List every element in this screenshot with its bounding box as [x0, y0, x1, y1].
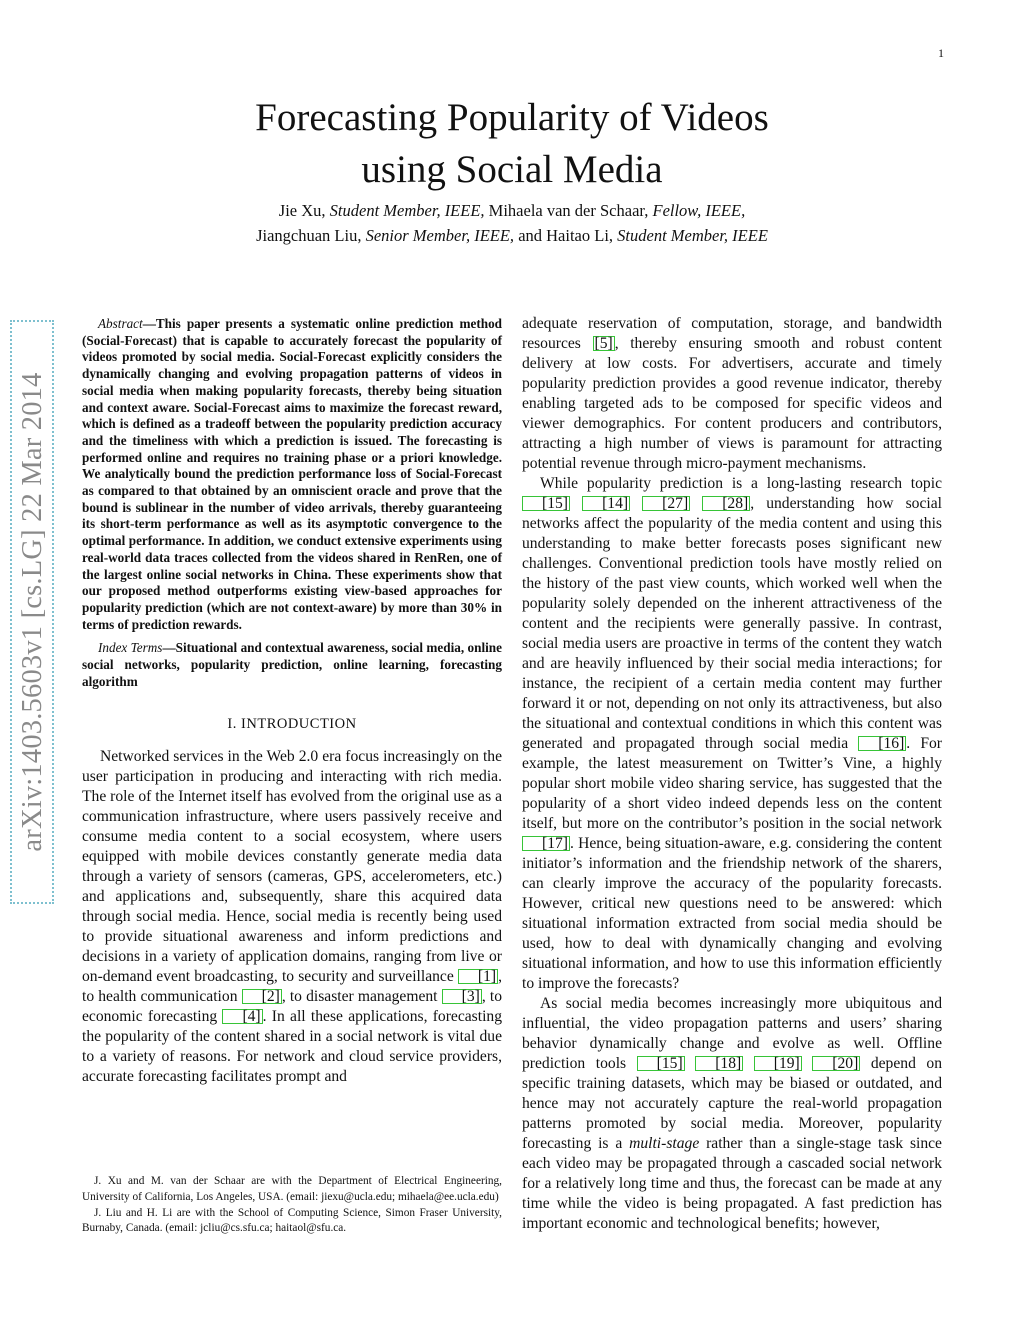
- citation-link[interactable]: [17]: [522, 836, 570, 851]
- citation-link[interactable]: [18]: [695, 1056, 743, 1071]
- abstract-label: Abstract: [98, 316, 143, 331]
- right-column: [522, 314, 942, 1234]
- citation-link[interactable]: [4]: [222, 1009, 262, 1024]
- author-affiliation: Student Member, IEEE,: [329, 201, 485, 220]
- text-run: , to economic forecasting: [82, 988, 502, 1026]
- arxiv-stamp[interactable]: [8, 320, 58, 904]
- text-run: adequate reservation of computation, storage, and bandwidth resources: [522, 315, 942, 352]
- author-name: Jiangchuan Liu,: [256, 226, 366, 245]
- page-number: 1: [938, 46, 944, 60]
- right-paragraph-3: [522, 994, 942, 1234]
- text-run: , understanding how social networks affect the popularity of the media content and using this understanding to make better forecasts poses significant new challenges. Conventional prediction tools have mostly relied on the history of the past view counts, which worked well when the popularity solely depended on the inherent attractiveness of the content and the recipients were generally passive. In contrast, social media users are proactive in terms of the content they watch and are heavily influenced by their social media interactions; for instance, the recipient of a certain media content may further forward it or not, depending on not only its attractiveness, but also the situational and contextual conditions in which this content was generated and propagated through social media: [522, 495, 942, 752]
- citation-link[interactable]: [19]: [754, 1056, 802, 1071]
- section-number: I.: [227, 716, 242, 733]
- text-run: . Hence, being situation-aware, e.g. considering the content initiator’s information and the friendship network of the sharers, can clearly improve the accuracy of the popularity forecasts. However, critical new questions need to be answered: which situational information extracted from social media should be used, how to deal with dynamically changing and evolving situational information, and how to use this information efficiently to improve the forecasts?: [522, 835, 942, 992]
- author-list: [0, 198, 1024, 248]
- index-terms-text: —Situational and contextual awareness, social media, online social networks, popularity prediction, online learning, forecasting algorithm: [82, 640, 502, 689]
- citation-link[interactable]: [28]: [702, 496, 750, 511]
- citation-link[interactable]: [3]: [442, 989, 482, 1004]
- citation-link[interactable]: [20]: [812, 1056, 860, 1071]
- text-run: depend on specific training datasets, which may be biased or outdated, and hence may not accurately capture the real-world propagation patterns promoted by social media. Moreover, popularity forecasting is a: [522, 1055, 943, 1152]
- text-run: While popularity prediction is a long-lasting research topic: [540, 475, 942, 492]
- author-affiliation: Student Member, IEEE: [617, 226, 768, 245]
- right-paragraph-1: [522, 314, 942, 474]
- author-name: and Haitao Li,: [514, 226, 618, 245]
- title-line-1: Forecasting Popularity of Videos: [255, 96, 769, 139]
- text-run: . For example, the latest measurement on Twitter’s Vine, a highly popular short mobile video sharing service, has suggested that the popularity of a short video indeed depends less on the content itself, but more on the contributor’s position in the social network: [522, 735, 942, 832]
- text-run: As social media becomes increasingly more ubiquitous and influential, the video propagation patterns and users’ sharing behavior dynamically change and evolve as well. Offline prediction tools: [522, 995, 942, 1072]
- citation-link[interactable]: [16]: [858, 736, 906, 751]
- citation-link[interactable]: [5]: [594, 335, 613, 352]
- text-run: , to disaster management: [281, 988, 442, 1006]
- left-column: [82, 316, 502, 1087]
- abstract: [82, 316, 502, 633]
- abstract-text: —This paper presents a systematic online prediction method (Social-Forecast) that is capable to accurately forecast the popularity of videos promoted by social media. Social-Forecast explicitly considers the dynamically changing and evolving propagation patterns of videos in social media when making popularity forecasts, thereby being situation and context aware. Social-Forecast aims to maximize the forecast reward, which is defined as a tradeoff between the popularity prediction accuracy and the timeliness with which a prediction is issued. The forecasting is performed online and requires no training phase or a priori knowledge. We analytically bound the prediction performance loss of Social-Forecast as compared to that obtained by an omniscient oracle and prove that the bound is sublinear in the number of video arrivals, thereby guaranteeing its short-term performance as well as its asymptotic convergence to the optimal performance. In addition, we conduct extensive experiments using real-world data traces collected from the videos shared in RenRen, one of the largest online social networks in China. These experiments show that our proposed method outperforms existing view-based approaches for popularity prediction (which are not context-aware) by more than 30% in terms of prediction rewards.: [82, 316, 502, 632]
- paper-title: [0, 92, 1024, 196]
- citation-link[interactable]: [1]: [458, 969, 498, 984]
- right-paragraph-2: [522, 474, 942, 994]
- text-run: . In all these applications, forecasting the popularity of the content shared in a social network is vital due to a variety of reasons. For network and cloud service providers, accurate forecasting facilitates prompt and: [82, 1008, 503, 1086]
- author-name: Mihaela van der Schaar,: [484, 201, 653, 220]
- section-initial: I: [241, 716, 247, 733]
- citation-link[interactable]: [14]: [582, 496, 630, 511]
- text-run: Networked services in the Web 2.0 era focus increasingly on the user participation in producing and interacting with rich media. The role of the Internet itself has evolved from the original use as a communication infrastructure, where users passively receive and consume media content to a social ecosystem, where users equipped with mobile devices constantly generate media data through a variety of sensors (cameras, GPS, accelerometers, etc.) and applications and, subsequently, share this acquired data through social media. Hence, social media is recently being used to provide situational awareness and inform predictions and decisions in a variety of application domains, ranging from live or on-demand event broadcasting, to security and surveillance: [82, 748, 502, 986]
- arxiv-stamp-text[interactable]: arXiv:1403.5603v1 [cs.LG] 22 Mar 2014: [17, 372, 48, 852]
- author-affiliation: Senior Member, IEEE,: [365, 226, 515, 245]
- citation-link[interactable]: [27]: [642, 496, 690, 511]
- section-heading-introduction: [82, 716, 502, 733]
- title-line-2: using Social Media: [361, 148, 663, 191]
- author-line-1: [0, 198, 1024, 223]
- text-run: , thereby ensuring smooth and robust content delivery at low costs. For advertisers, accurate and timely popularity prediction provides a good revenue indicator, thereby enabling targeted ads to be composed for specific videos and viewer demographics. For content producers and contributors, attracting a high number of views is paramount for attracting potential revenue through micro-payment mechanisms.: [522, 335, 943, 472]
- section-title-rest: NTRODUCTION: [246, 716, 357, 733]
- citation-link[interactable]: [2]: [242, 989, 282, 1004]
- author-name: Jie Xu,: [278, 201, 330, 220]
- author-line-2: [0, 223, 1024, 248]
- intro-paragraph-1: [82, 747, 502, 1087]
- author-affiliation: Fellow, IEEE,: [652, 201, 746, 220]
- text-run: , to health communication: [82, 968, 502, 1006]
- index-terms: [82, 640, 502, 690]
- text-run: rather than a single-stage task since each video may be propagated through a cascaded social network for a relatively long time and thus, the forecast can be made at any time while the video is being propagated. A fast prediction has important economic and technological benefits; however,: [522, 1135, 942, 1232]
- footnote-2: J. Liu and H. Li are with the School of Computing Science, Simon Fraser University, Burnaby, Canada. (email: jcliu@cs.sfu.ca; haitaol@sfu.ca.: [82, 1206, 502, 1235]
- footnote-1: J. Xu and M. van der Schaar are with the Department of Electrical Engineering, University of California, Los Angeles, USA. (email: jiexu@ucla.edu; mihaela@ee.ucla.edu): [82, 1175, 502, 1203]
- index-terms-label: Index Terms: [98, 640, 163, 656]
- footnotes: [82, 1174, 502, 1237]
- emphasis-text: multi-stage: [629, 1135, 700, 1152]
- citation-link[interactable]: [15]: [522, 496, 570, 511]
- citation-link[interactable]: [15]: [637, 1056, 685, 1071]
